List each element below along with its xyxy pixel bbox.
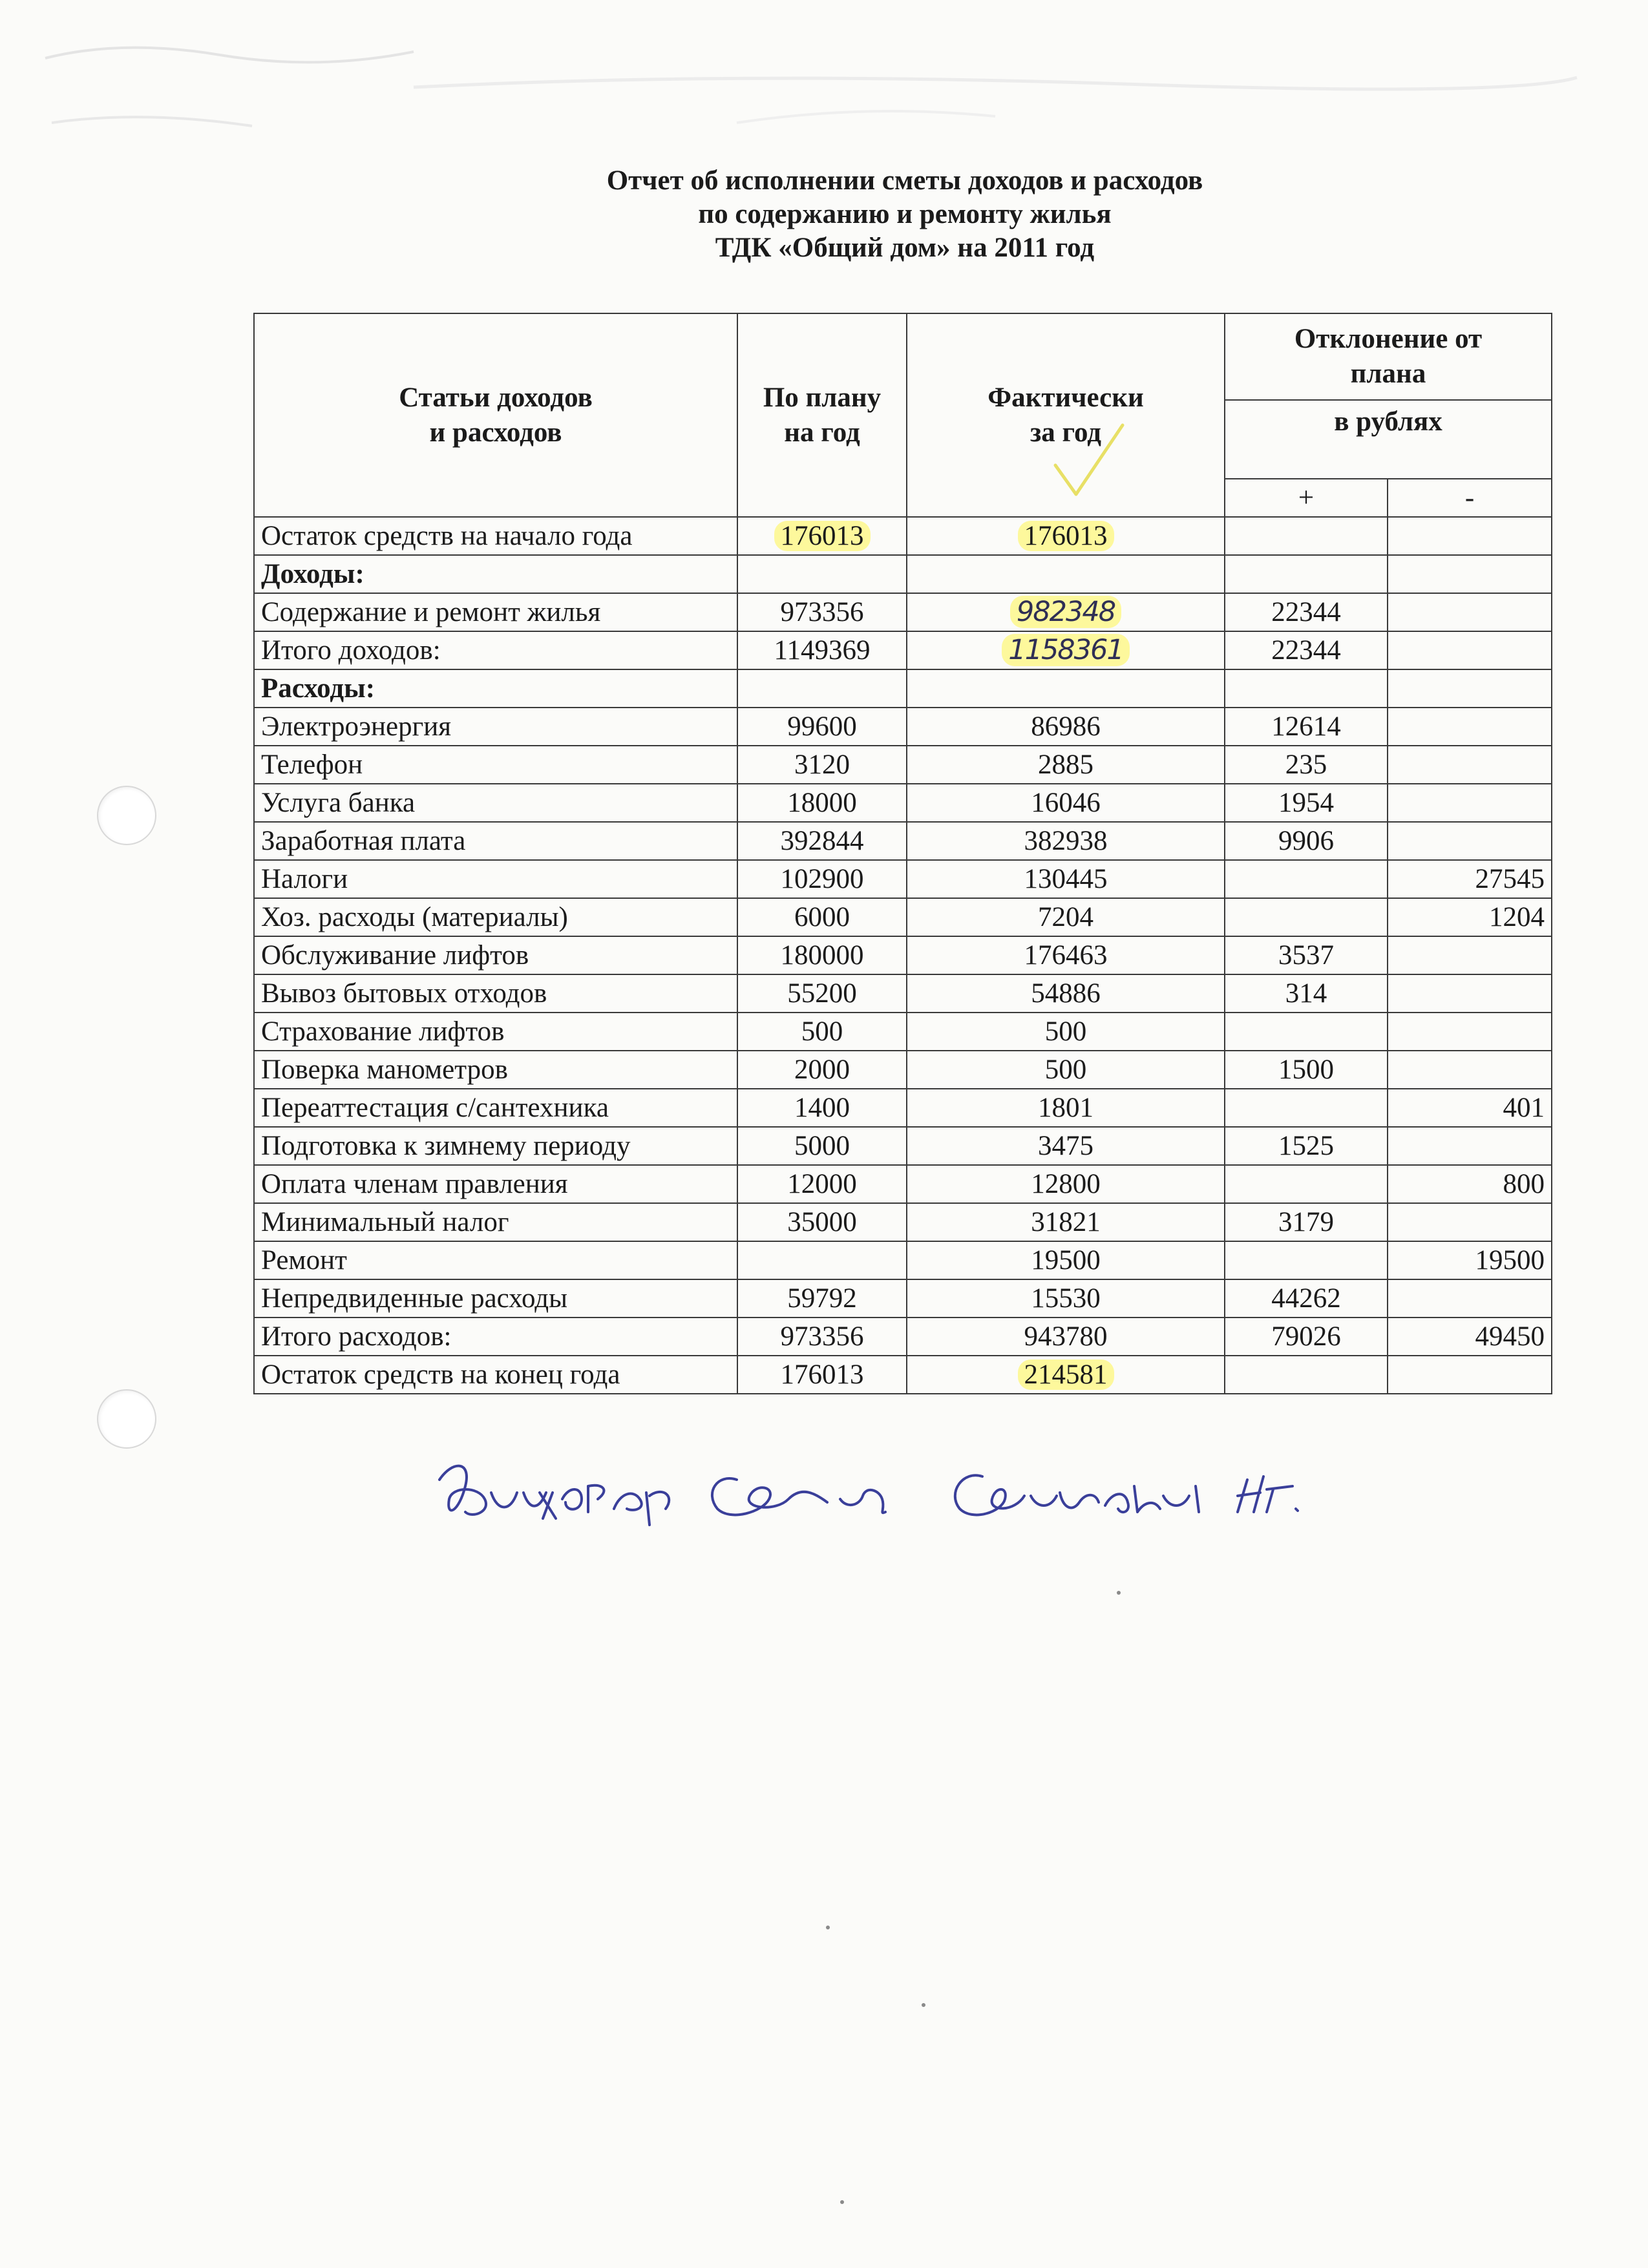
row-minus: 27545 <box>1388 860 1552 898</box>
table-row <box>254 708 1552 746</box>
row-minus: 800 <box>1388 1165 1552 1203</box>
row-minus: 49450 <box>1388 1318 1552 1356</box>
row-plus <box>1225 1241 1388 1279</box>
row-plan <box>737 555 907 593</box>
row-item: Непредвиденные расходы <box>254 1279 737 1318</box>
table-row <box>254 1203 1552 1241</box>
header-plan: По плану на год <box>737 313 907 517</box>
title-line-1: Отчет об исполнении сметы доходов и расходов <box>606 165 1203 196</box>
row-actual: 3475 <box>907 1127 1225 1165</box>
row-plus: 9906 <box>1225 822 1388 860</box>
row-plan: 102900 <box>737 860 907 898</box>
title-line-2: по содержанию и ремонту жилья <box>698 199 1112 229</box>
row-item: Хоз. расходы (материалы) <box>254 898 737 936</box>
row-actual: 86986 <box>907 708 1225 746</box>
header-item: Статьи доходов и расходов <box>254 313 737 517</box>
row-plan: 1149369 <box>737 631 907 669</box>
table-row <box>254 669 1552 708</box>
row-plan: 55200 <box>737 974 907 1013</box>
row-item: Вывоз бытовых отходов <box>254 974 737 1013</box>
row-minus <box>1388 1356 1552 1394</box>
row-actual: 500 <box>907 1013 1225 1051</box>
row-actual: 12800 <box>907 1165 1225 1203</box>
row-plan <box>737 669 907 708</box>
row-plus: 22344 <box>1225 593 1388 631</box>
row-minus <box>1388 1203 1552 1241</box>
row-item: Заработная плата <box>254 822 737 860</box>
row-plan: 18000 <box>737 784 907 822</box>
row-plus: 44262 <box>1225 1279 1388 1318</box>
row-plus <box>1225 1165 1388 1203</box>
row-minus <box>1388 631 1552 669</box>
row-item: Налоги <box>254 860 737 898</box>
table-row <box>254 746 1552 784</box>
row-actual: 7204 <box>907 898 1225 936</box>
row-item: Переаттестация с/сантехника <box>254 1089 737 1127</box>
table-row <box>254 1051 1552 1089</box>
row-item: Итого доходов: <box>254 631 737 669</box>
title-line-3: ТДК «Общий дом» на 2011 год <box>715 233 1095 263</box>
row-item: Телефон <box>254 746 737 784</box>
speck <box>922 2003 925 2007</box>
highlighted-value: 176013 <box>774 521 871 551</box>
row-item: Содержание и ремонт жилья <box>254 593 737 631</box>
header-actual: Фактически за год <box>907 313 1225 517</box>
table-row <box>254 1279 1552 1318</box>
punch-hole-upper <box>97 786 156 845</box>
table-row <box>254 593 1552 631</box>
row-minus <box>1388 708 1552 746</box>
row-actual <box>907 555 1225 593</box>
budget-table <box>253 313 1552 1394</box>
row-plus: 1525 <box>1225 1127 1388 1165</box>
row-item: Остаток средств на начало года <box>254 517 737 555</box>
bleed-through-marks <box>26 26 1629 155</box>
row-actual: 16046 <box>907 784 1225 822</box>
row-plan: 59792 <box>737 1279 907 1318</box>
section-expense-label: Расходы: <box>254 669 737 708</box>
row-actual <box>907 669 1225 708</box>
table-row <box>254 517 1552 555</box>
row-item: Ремонт <box>254 1241 737 1279</box>
row-plus: 235 <box>1225 746 1388 784</box>
row-minus <box>1388 822 1552 860</box>
row-minus: 401 <box>1388 1089 1552 1127</box>
row-plus <box>1225 517 1388 555</box>
row-minus <box>1388 517 1552 555</box>
row-minus <box>1388 669 1552 708</box>
speck <box>826 1926 830 1929</box>
row-actual: 500 <box>907 1051 1225 1089</box>
row-item: Обслуживание лифтов <box>254 936 737 974</box>
row-actual: 382938 <box>907 822 1225 860</box>
speck <box>840 2200 844 2204</box>
table-row <box>254 1356 1552 1394</box>
row-plan: 2000 <box>737 1051 907 1089</box>
row-minus <box>1388 974 1552 1013</box>
row-plan: 5000 <box>737 1127 907 1165</box>
row-minus: 1204 <box>1388 898 1552 936</box>
highlighted-value: 214581 <box>1018 1360 1114 1390</box>
row-plus: 3179 <box>1225 1203 1388 1241</box>
check-mark-icon <box>1050 420 1128 504</box>
row-plan: 12000 <box>737 1165 907 1203</box>
row-plus: 1500 <box>1225 1051 1388 1089</box>
row-plus: 1954 <box>1225 784 1388 822</box>
row-actual <box>907 631 1225 669</box>
row-plus <box>1225 860 1388 898</box>
row-minus <box>1388 1051 1552 1089</box>
row-plan: 35000 <box>737 1203 907 1241</box>
row-item: Итого расходов: <box>254 1318 737 1356</box>
row-actual: 54886 <box>907 974 1225 1013</box>
header-minus: - <box>1388 479 1552 517</box>
row-item: Оплата членам правления <box>254 1165 737 1203</box>
table-row <box>254 898 1552 936</box>
row-plan: 176013 <box>737 1356 907 1394</box>
row-plan: 500 <box>737 1013 907 1051</box>
speck <box>1117 1591 1121 1595</box>
handwritten-value: 982348 <box>1010 596 1121 628</box>
row-minus <box>1388 746 1552 784</box>
table-row <box>254 974 1552 1013</box>
highlighted-value: 176013 <box>1018 521 1114 551</box>
signature-handwriting <box>427 1447 1364 1551</box>
row-plus <box>1225 555 1388 593</box>
row-actual <box>907 1356 1225 1394</box>
row-plus: 22344 <box>1225 631 1388 669</box>
row-minus <box>1388 1013 1552 1051</box>
row-minus <box>1388 936 1552 974</box>
row-actual: 176463 <box>907 936 1225 974</box>
row-actual <box>907 593 1225 631</box>
row-actual <box>907 517 1225 555</box>
header-plus: + <box>1225 479 1388 517</box>
row-actual: 2885 <box>907 746 1225 784</box>
table-row <box>254 1241 1552 1279</box>
row-plan: 973356 <box>737 593 907 631</box>
report-title <box>0 164 1648 265</box>
row-plan: 180000 <box>737 936 907 974</box>
table-row <box>254 936 1552 974</box>
row-minus <box>1388 784 1552 822</box>
punch-hole-lower <box>97 1389 156 1449</box>
row-plus <box>1225 1089 1388 1127</box>
row-item: Минимальный налог <box>254 1203 737 1241</box>
row-actual: 1801 <box>907 1089 1225 1127</box>
row-item: Поверка манометров <box>254 1051 737 1089</box>
row-item: Услуга банка <box>254 784 737 822</box>
row-item: Остаток средств на конец года <box>254 1356 737 1394</box>
header-deviation: Отклонение от плана <box>1225 313 1552 400</box>
row-actual: 19500 <box>907 1241 1225 1279</box>
table-row <box>254 555 1552 593</box>
row-minus <box>1388 1127 1552 1165</box>
row-plan: 3120 <box>737 746 907 784</box>
row-plus: 12614 <box>1225 708 1388 746</box>
row-minus <box>1388 1279 1552 1318</box>
row-plus <box>1225 669 1388 708</box>
row-plan: 392844 <box>737 822 907 860</box>
row-plus: 3537 <box>1225 936 1388 974</box>
table-row <box>254 860 1552 898</box>
table-row <box>254 1013 1552 1051</box>
row-plan: 6000 <box>737 898 907 936</box>
row-plan <box>737 1241 907 1279</box>
row-plan <box>737 517 907 555</box>
row-item: Страхование лифтов <box>254 1013 737 1051</box>
table-row <box>254 822 1552 860</box>
table-row <box>254 784 1552 822</box>
row-plus: 79026 <box>1225 1318 1388 1356</box>
row-plan: 99600 <box>737 708 907 746</box>
row-actual: 31821 <box>907 1203 1225 1241</box>
row-plus <box>1225 1013 1388 1051</box>
row-plus: 314 <box>1225 974 1388 1013</box>
row-plan: 1400 <box>737 1089 907 1127</box>
header-deviation-unit: в рублях <box>1225 400 1552 479</box>
row-item: Электроэнергия <box>254 708 737 746</box>
row-actual: 15530 <box>907 1279 1225 1318</box>
table-row <box>254 631 1552 669</box>
row-minus <box>1388 593 1552 631</box>
row-minus <box>1388 555 1552 593</box>
row-plan: 973356 <box>737 1318 907 1356</box>
row-item: Подготовка к зимнему периоду <box>254 1127 737 1165</box>
table-row <box>254 1165 1552 1203</box>
handwritten-value: 1158361 <box>1002 634 1130 666</box>
section-income-label: Доходы: <box>254 555 737 593</box>
row-actual: 943780 <box>907 1318 1225 1356</box>
row-minus: 19500 <box>1388 1241 1552 1279</box>
row-plus <box>1225 898 1388 936</box>
table-row <box>254 1127 1552 1165</box>
row-actual: 130445 <box>907 860 1225 898</box>
table-row <box>254 1089 1552 1127</box>
row-plus <box>1225 1356 1388 1394</box>
table-row <box>254 1318 1552 1356</box>
